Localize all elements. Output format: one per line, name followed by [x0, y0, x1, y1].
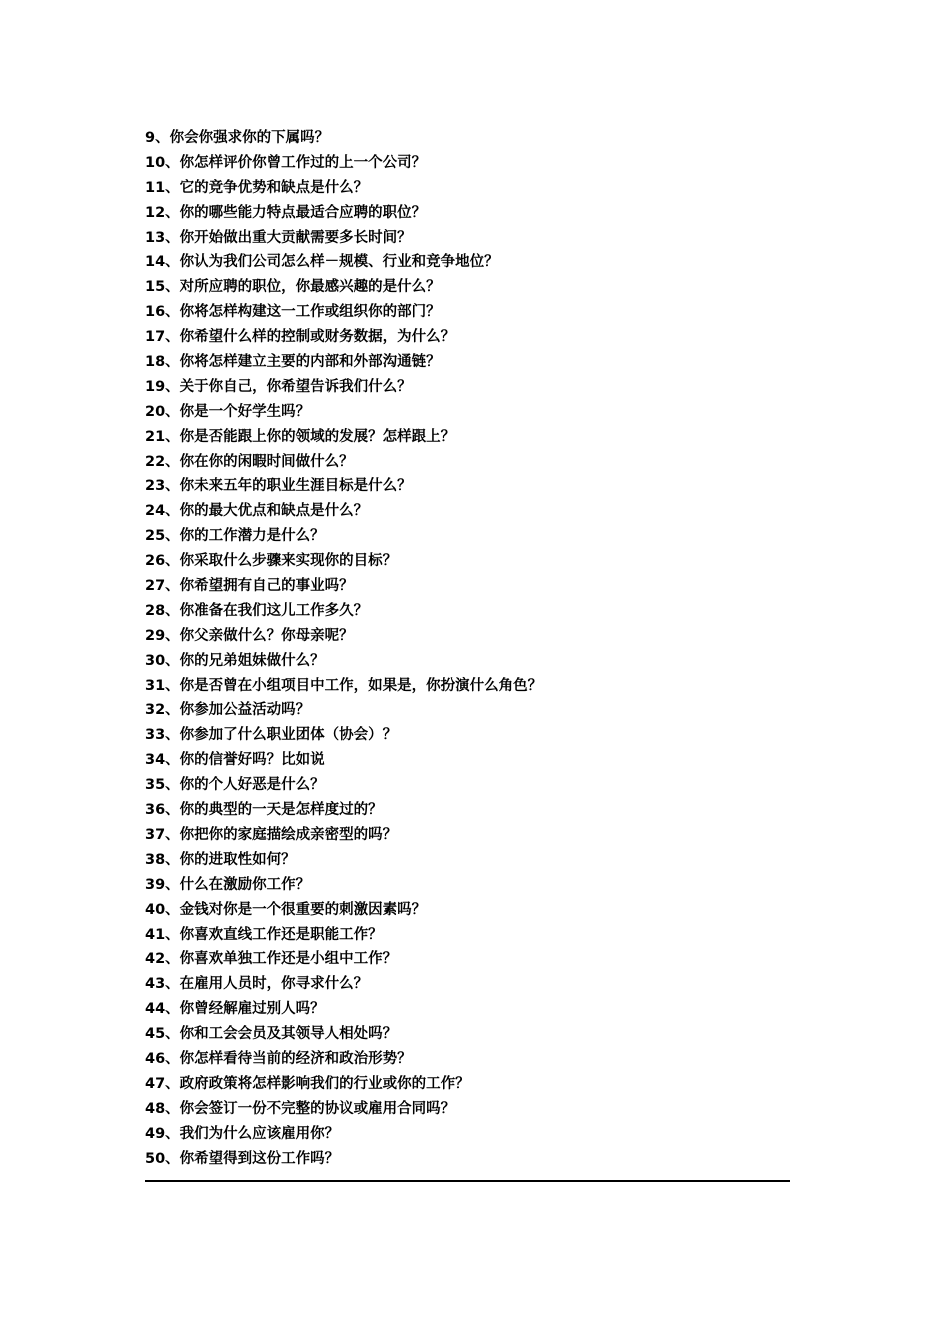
question-item: 47、政府政策将怎样影响我们的行业或你的工作？ — [145, 1075, 470, 1092]
question-item: 41、你喜欢直线工作还是职能工作？ — [145, 926, 383, 943]
question-item: 19、关于你自己，你希望告诉我们什么？ — [145, 378, 412, 395]
question-item: 10、你怎样评价你曾工作过的上一个公司？ — [145, 154, 427, 171]
question-item: 34、你的信誉好吗？比如说 — [145, 752, 325, 769]
question-item: 33、你参加了什么职业团体（协会）？ — [145, 727, 398, 744]
question-item: 42、你喜欢单独工作还是小组中工作？ — [145, 951, 398, 968]
question-item: 18、你将怎样建立主要的内部和外部沟通链？ — [145, 354, 441, 371]
question-item: 45、你和工会会员及其领导人相处吗？ — [145, 1026, 398, 1043]
question-item: 21、你是否能跟上你的领域的发展？怎样跟上？ — [145, 428, 456, 445]
question-item: 49、我们为什么应该雇用你？ — [145, 1125, 340, 1142]
question-item: 23、你未来五年的职业生涯目标是什么？ — [145, 478, 412, 495]
question-item: 25、你的工作潜力是什么？ — [145, 528, 325, 545]
question-item: 36、你的典型的一天是怎样度过的？ — [145, 802, 383, 819]
question-item: 16、你将怎样构建这一工作或组织你的部门？ — [145, 304, 441, 321]
question-item: 9、你会你强求你的下属吗？ — [145, 130, 330, 146]
question-item: 40、金钱对你是一个很重要的刺激因素吗？ — [145, 901, 427, 918]
question-item: 44、你曾经解雇过别人吗？ — [145, 1001, 325, 1018]
question-item: 22、你在你的闲暇时间做什么？ — [145, 453, 354, 470]
question-item: 35、你的个人好恶是什么？ — [145, 777, 325, 794]
question-item: 12、你的哪些能力特点最适合应聘的职位？ — [145, 204, 427, 221]
question-item: 13、你开始做出重大贡献需要多长时间？ — [145, 229, 412, 246]
question-item: 43、在雇用人员时，你寻求什么？ — [145, 976, 369, 993]
question-item: 27、你希望拥有自己的事业吗？ — [145, 578, 354, 595]
question-item: 15、对所应聘的职位，你最感兴趣的是什么？ — [145, 279, 441, 296]
question-item: 20、你是一个好学生吗？ — [145, 403, 311, 420]
question-item: 39、什么在激励你工作？ — [145, 876, 311, 893]
question-item: 46、你怎样看待当前的经济和政治形势？ — [145, 1050, 412, 1067]
question-item: 28、你准备在我们这儿工作多久？ — [145, 602, 369, 619]
question-item: 37、你把你的家庭描绘成亲密型的吗？ — [145, 826, 398, 843]
question-item: 17、你希望什么样的控制或财务数据，为什么？ — [145, 329, 456, 346]
question-item: 26、你采取什么步骤来实现你的目标？ — [145, 553, 398, 570]
question-item: 38、你的进取性如何？ — [145, 851, 296, 868]
question-item: 29、你父亲做什么？你母亲呢？ — [145, 627, 354, 644]
question-item: 14、你认为我们公司怎么样－规模、行业和竞争地位？ — [145, 254, 499, 271]
question-item: 31、你是否曾在小组项目中工作，如果是，你扮演什么角色？ — [145, 677, 543, 694]
question-list — [145, 126, 795, 1171]
bottom-divider — [145, 1180, 790, 1182]
question-item: 50、你希望得到这份工作吗？ — [145, 1150, 340, 1167]
question-item: 11、它的竞争优势和缺点是什么？ — [145, 179, 369, 196]
question-item: 48、你会签订一份不完整的协议或雇用合同吗？ — [145, 1100, 456, 1117]
question-item: 32、你参加公益活动吗？ — [145, 702, 311, 719]
question-item: 24、你的最大优点和缺点是什么？ — [145, 503, 369, 520]
question-item: 30、你的兄弟姐妹做什么？ — [145, 652, 325, 669]
